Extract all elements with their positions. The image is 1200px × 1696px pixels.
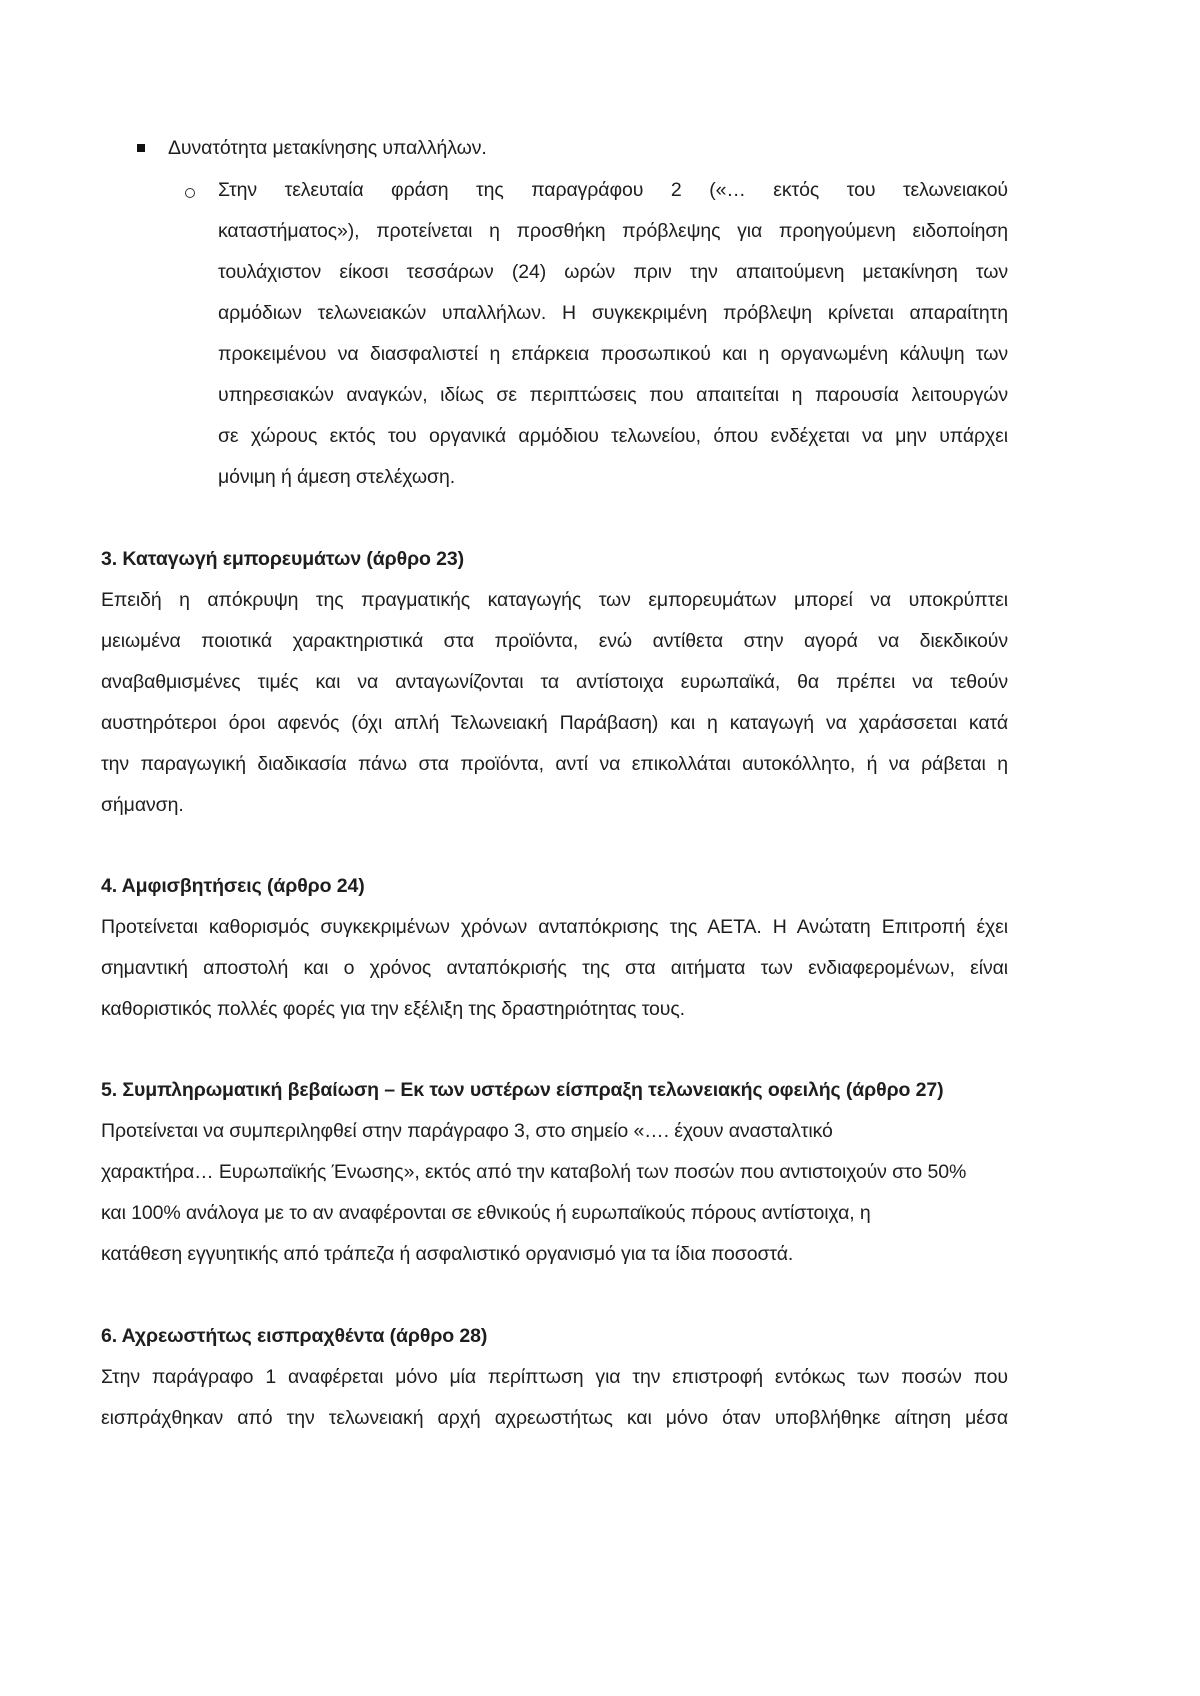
sub-item-line: καταστήματος»), προτείνεται η προσθήκη πρόβλεψης για προηγούμενη ειδοποίηση: [218, 220, 1008, 242]
square-bullet-icon: [137, 144, 145, 152]
section-5-line: και 100% ανάλογα με το αν αναφέρονται σε εθνικούς ή ευρωπαϊκούς πόρους αντίστοιχα, η: [101, 1202, 871, 1224]
section-4-line: Προτείνεται καθορισμός συγκεκριμένων χρόνων ανταπόκρισης της ΑΕΤΑ. Η Ανώτατη Επιτροπή έχει: [101, 916, 1008, 938]
sub-item-line: μόνιμη ή άμεση στελέχωση.: [218, 466, 456, 488]
section-heading: 6. Αχρεωστήτως εισπραχθέντα (άρθρο 28): [101, 1325, 488, 1347]
section-5-line: κατάθεση εγγυητικής από τράπεζα ή ασφαλιστικό οργανισμό για τα ίδια ποσοστά.: [101, 1243, 794, 1265]
section-heading: 5. Συμπληρωματική βεβαίωση – Εκ των υστέρων είσπραξη τελωνειακής οφειλής (άρθρο 27): [101, 1079, 944, 1101]
section-6-line: Στην παράγραφο 1 αναφέρεται μόνο μία περίπτωση για την επιστροφή εντόκως των ποσών που: [101, 1366, 1008, 1388]
sub-item-line: υπηρεσιακών αναγκών, ιδίως σε περιπτώσεις που απαιτείται η παρουσία λειτουργών: [218, 384, 1008, 406]
section-5-line: Προτείνεται να συμπεριληφθεί στην παράγραφο 3, στο σημείο «…. έχουν ανασταλτικό: [101, 1120, 833, 1142]
section-3-line: την παραγωγική διαδικασία πάνω στα προϊόντα, αντί να επικολλάται αυτοκόλλητο, ή να ράβεται η: [101, 753, 1008, 775]
sub-item-line: σε χώρους εκτός του οργανικά αρμόδιου τελωνείου, όπου ενδέχεται να μην υπάρχει: [218, 425, 1008, 447]
section-4-line: καθοριστικός πολλές φορές για την εξέλιξη της δραστηριότητας τους.: [101, 998, 685, 1020]
sub-item-line: αρμόδιων τελωνειακών υπαλλήλων. Η συγκεκριμένη πρόβλεψη κρίνεται απαραίτητη: [218, 302, 1008, 324]
circle-bullet-icon: [185, 188, 195, 198]
sub-item-line: τουλάχιστον είκοσι τεσσάρων (24) ωρών πριν την απαιτούμενη μετακίνηση των: [218, 261, 1008, 283]
section-4-line: σημαντική αποστολή και ο χρόνος ανταπόκρισής της στα αιτήματα των ενδιαφερομένων, είναι: [101, 957, 1008, 979]
sub-item-line: Στην τελευταία φράση της παραγράφου 2 («… εκτός του τελωνειακού: [218, 179, 1008, 201]
section-3-line: αυστηρότεροι όροι αφενός (όχι απλή Τελωνειακή Παράβαση) και η καταγωγή να χαράσσεται κατά: [101, 712, 1008, 734]
section-heading: 3. Καταγωγή εμπορευμάτων (άρθρο 23): [101, 548, 465, 570]
section-3-line: σήμανση.: [101, 794, 184, 816]
section-heading: 4. Αμφισβητήσεις (άρθρο 24): [101, 875, 365, 897]
bullet-item-title: Δυνατότητα μετακίνησης υπαλλήλων.: [168, 137, 487, 159]
sub-item-line: προκειμένου να διασφαλιστεί η επάρκεια προσωπικού και η οργανωμένη κάλυψη των: [218, 343, 1008, 365]
section-3-line: αναβαθμισμένες τιμές και να ανταγωνίζονται τα αντίστοιχα ευρωπαϊκά, θα πρέπει να τεθούν: [101, 671, 1008, 693]
section-3-line: Επειδή η απόκρυψη της πραγματικής καταγωγής των εμπορευμάτων μπορεί να υποκρύπτει: [101, 589, 1008, 611]
section-5-line: χαρακτήρα… Ευρωπαϊκής Ένωσης», εκτός από την καταβολή των ποσών που αντιστοιχούν στο 50%: [101, 1161, 967, 1183]
section-6-line: εισπράχθηκαν από την τελωνειακή αρχή αχρεωστήτως και μόνο όταν υποβλήθηκε αίτηση μέσα: [101, 1407, 1008, 1429]
section-3-line: μειωμένα ποιοτικά χαρακτηριστικά στα προϊόντα, ενώ αντίθετα στην αγορά να διεκδικούν: [101, 630, 1008, 652]
